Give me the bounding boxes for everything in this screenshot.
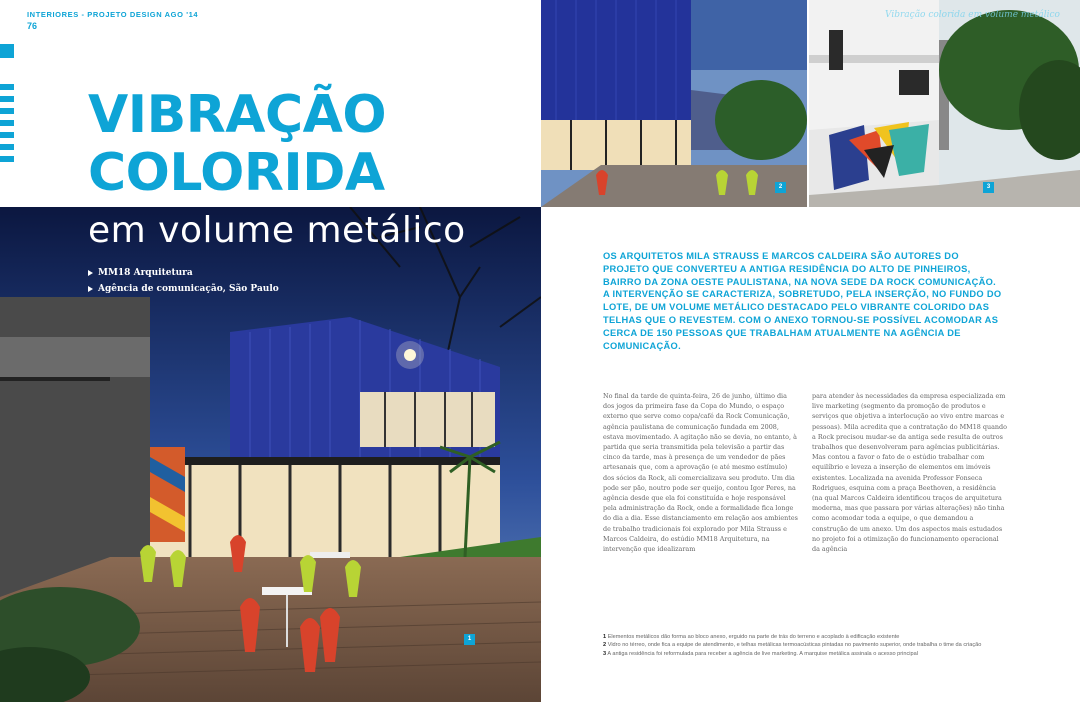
title-line-1: VIBRAÇÃO: [88, 85, 387, 145]
photo-number-3: 3: [983, 182, 994, 193]
article-title: [88, 86, 386, 202]
decorative-stripes-left: [0, 84, 14, 168]
project-tags: [88, 268, 279, 300]
article-subtitle: em volume metálico: [88, 210, 466, 251]
section-header: INTERIORES - PROJETO DESIGN AGO '14: [27, 10, 199, 19]
caption-3: 3 A antiga residência foi reformulada para receber a agência de live marketing. A marquise metálica assinala o acesso principal: [603, 650, 918, 657]
body-column-1: No final da tarde de quinta-feira, 26 de junho, último dia dos jogos da primeira fase da Copa do Mundo, o espaço externo que serve como copa/café da Rock Comunicação, agência paulistana de comunicação fundada em 2008, estava movimentado. A agitação não se devia, no entanto, à partida que seria transmitida pela televisão a partir das cinco da tarde, mas à presença de um vendedor de pães artesanais que, com a aprovação (e até mesmo estímulo) dos sócios da Rock, ali comercializava seu produto. Um dia pode ser pão, noutro pode ser queijo, contou Igor Peres, na agência desde que ela foi constituída e hoje responsável pela administração da Rock, onde a formalidade fica longe do dia a dia. Esse distanciamento em relação aos ambientes de trabalho tradicionais foi explorado por Mila Strauss e Marcos Caldeira, do estúdio MM18 Arquitetura, na intervenção que idealizaram: [603, 392, 798, 554]
running-title-right: Vibração colorida em volume metálico: [885, 10, 1060, 20]
lead-paragraph: OS ARQUITETOS MILA STRAUSS E MARCOS CALDEIRA SÃO AUTORES DO PROJETO QUE CONVERTEU A ANTIGA RESIDÊNCIA DO ALTO DE PINHEIROS, BAIRRO DA ZONA OESTE PAULISTANA, NA NOVA SEDE DA ROCK COMUNICAÇÃO. A INTERVENÇÃO SE CARACTERIZA, SOBRETUDO, PELA INSERÇÃO, NO FUNDO DO LOTE, DE UM VOLUME METÁLICO DESTACADO PELO VIBRANTE COLORIDO DAS TELHAS QUE O REVESTEM. COM O ANEXO TORNOU-SE POSSÍVEL ACOMODAR AS CERCA DE 150 PESSOAS QUE TRABALHAM ATUALMENTE NA AGÊNCIA DE COMUNICAÇÃO.: [603, 251, 1002, 351]
body-column-2: para atender às necessidades da empresa especializada em live marketing (segmento da promoção de produtos e serviços que objetiva a interlocução ao vivo entre marcas e pessoas). Mila acredita que a contratação do MM18 quando a Rock precisou mudar-se da antiga sede resulta de outros trabalhos que desenvolveram para agências publicitárias. Mas contou a favor o fato de o estúdio trabalhar com equilíbrio e leveza a inserção de elementos em imóveis existentes. Localizada na avenida Professor Fonseca Rodrigues, esquina com a praça Beethoven, a residência (na qual Marcos Caldeira identificou traços de arquitetura moderna, mas que passara por várias alterações) não tinha como acomodar toda a equipe, o que demandou a construção de um anexo. Um dos aspectos mais estudados no projeto foi a otimização do funcionamento operacional da agência: [812, 392, 1007, 554]
triangle-bullet-icon: [88, 286, 93, 292]
title-line-2: COLORIDA: [88, 143, 385, 203]
caption-1: 1 Elementos metálicos dão forma ao bloco anexo, erguido na parte de trás do terreno e acoplado à edificação existente: [603, 634, 900, 640]
photo-number-1: 1: [464, 634, 475, 645]
triangle-bullet-icon: [88, 270, 93, 276]
page-number: 76: [27, 21, 38, 31]
decorative-tab-left: [0, 44, 14, 64]
photo-captions: [603, 633, 1003, 658]
photo-2: [541, 0, 807, 207]
tag-type: Agência de comunicação, São Paulo: [88, 284, 279, 294]
tag-architect: MM18 Arquitetura: [88, 268, 279, 278]
photo-3: [809, 0, 1080, 207]
caption-2: 2 Vidro no térreo, onde fica a equipe de atendimento, e telhas metálicas termoacústicas pintadas no pavimento superior, onde trabalha o time da criação: [603, 642, 982, 649]
photo-number-2: 2: [775, 182, 786, 193]
